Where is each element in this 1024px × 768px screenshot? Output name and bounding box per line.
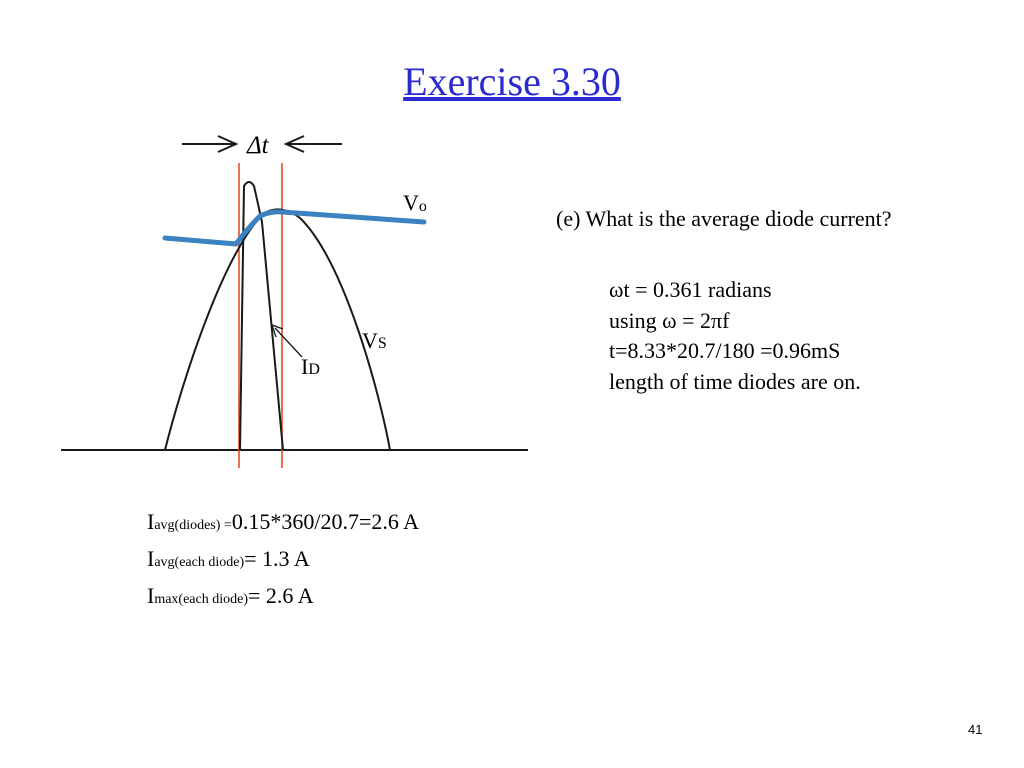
result-line-avg-each-diode [147, 542, 419, 579]
result-line-max-each-diode [147, 579, 419, 616]
vo-label [403, 190, 427, 215]
result-symbol: I [147, 583, 155, 608]
delta-t-arrow-right [286, 136, 342, 152]
output-voltage-curve [165, 212, 424, 244]
vs-label-main: V [362, 328, 378, 353]
result-symbol: I [147, 509, 155, 534]
result-value: 0.15*360/20.7=2.6 A [231, 509, 420, 534]
result-value: = 2.6 A [248, 583, 314, 608]
answer-line: t=8.33*20.7/180 =0.96mS [609, 338, 841, 363]
answer-line: ωt = 0.361 radians [609, 277, 772, 302]
result-value: = 1.3 A [244, 546, 310, 571]
question-text: (e) What is the average diode current? [556, 206, 892, 231]
results-block [147, 505, 419, 616]
result-subscript: max(each diode) [154, 592, 249, 607]
result-subscript: avg(each diode) [154, 555, 245, 570]
answer-line: length of time diodes are on. [609, 368, 861, 394]
vs-label [362, 328, 387, 353]
result-line-avg-diodes [147, 505, 419, 542]
vo-label-main: V [403, 190, 419, 215]
page-number: 41 [968, 722, 983, 737]
id-label-sub: D [308, 361, 320, 378]
vs-label-sub: S [377, 335, 387, 352]
source-voltage-curve [165, 209, 390, 450]
result-subscript: avg(diodes) = [154, 518, 232, 533]
delta-t-arrow-left [182, 136, 236, 152]
answer-block [609, 275, 861, 397]
delta-t-label: Δt [247, 132, 269, 159]
result-symbol: I [147, 546, 155, 571]
id-label [301, 354, 320, 379]
diode-current-pulse [240, 182, 283, 450]
id-pointer-arrow [272, 325, 302, 357]
id-label-main: I [301, 354, 309, 379]
vo-label-sub: o [418, 198, 427, 215]
slide-title: Exercise 3.30 [403, 59, 621, 104]
answer-line: using ω = 2πf [609, 307, 730, 333]
